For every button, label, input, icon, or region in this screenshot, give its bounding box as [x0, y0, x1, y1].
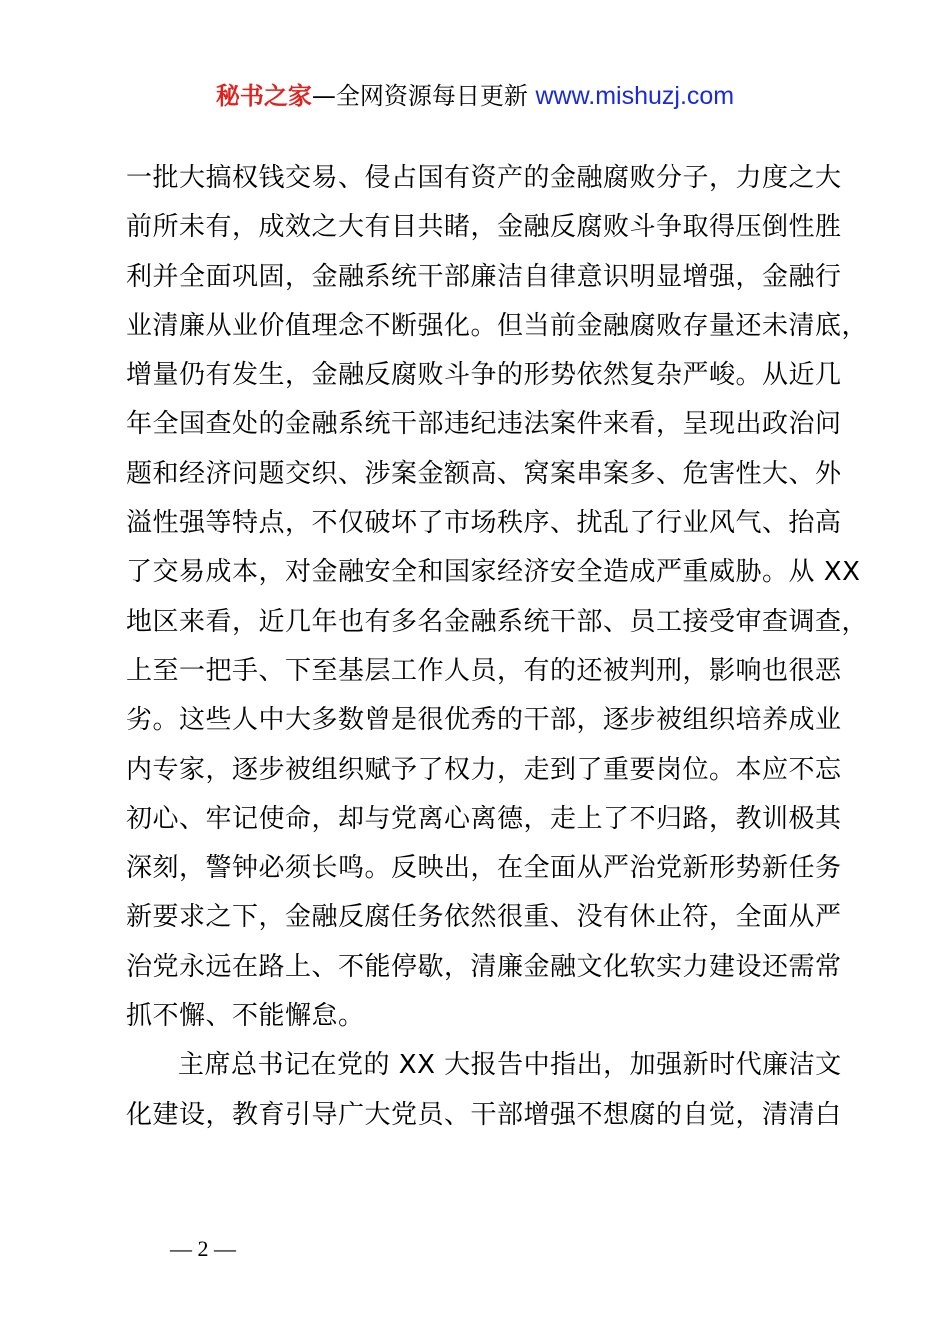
body-line: 初心、牢记使命，却与党离心离德，走上了不归路，教训极其 — [126, 803, 842, 834]
body-line: 劣。这些人中大多数曾是很优秀的干部，逐步被组织培养成业 — [126, 705, 842, 736]
body-line: 增量仍有发生，金融反腐败斗争的形势依然复杂严峻。从近几 — [126, 360, 842, 391]
paragraph-start-line: 主席总书记在党的 XX 大报告中指出，加强新时代廉洁文 — [178, 1050, 842, 1081]
header-tagline: —全网资源每日更新 — [311, 82, 536, 110]
body-line: 了交易成本，对金融安全和国家经济安全造成严重威胁。从 XX — [126, 557, 861, 588]
body-line: 深刻，警钟必须长鸣。反映出，在全面从严治党新形势新任务 — [126, 853, 842, 884]
body-line: 上至一把手、下至基层工作人员，有的还被判刑，影响也很恶 — [126, 655, 842, 686]
body-line: 地区来看，近几年也有多名金融系统干部、员工接受审查调查， — [126, 606, 869, 637]
body-line: 前所未有，成效之大有目共睹，金融反腐败斗争取得压倒性胜 — [126, 212, 842, 243]
body-line: 一批大搞权钱交易、侵占国有资产的金融腐败分子，力度之大 — [126, 163, 842, 193]
body-line: 题和经济问题交织、涉案金额高、窝案串案多、危害性大、外 — [126, 458, 842, 489]
body-line: 溢性强等特点，不仅破坏了市场秩序、扰乱了行业风气、抬高 — [126, 508, 842, 539]
page-number: — 2 — — [170, 1236, 236, 1261]
body-line: 新要求之下，金融反腐任务依然很重、没有休止符，全面从严 — [126, 902, 842, 933]
document-body — [126, 154, 869, 1140]
body-line: 治党永远在路上、不能停歇，清廉金融文化软实力建设还需常 — [126, 951, 842, 982]
page-header — [0, 78, 950, 114]
body-line: 年全国查处的金融系统干部违纪违法案件来看，呈现出政治问 — [126, 409, 842, 440]
site-url-link[interactable]: www.mishuzj.com — [535, 82, 735, 110]
body-line: 抓不懈、不能懈怠。 — [126, 1001, 365, 1032]
body-line: 业清廉从业价值理念不断强化。但当前金融腐败存量还未清底， — [126, 310, 869, 341]
body-line: 化建设，教育引导广大党员、干部增强不想腐的自觉，清清白 — [126, 1099, 842, 1130]
body-line: 内专家，逐步被组织赋予了权力，走到了重要岗位。本应不忘 — [126, 754, 842, 785]
body-line: 利并全面巩固，金融系统干部廉洁自律意识明显增强，金融行 — [126, 261, 842, 292]
brand-name: 秘书之家 — [215, 82, 312, 110]
